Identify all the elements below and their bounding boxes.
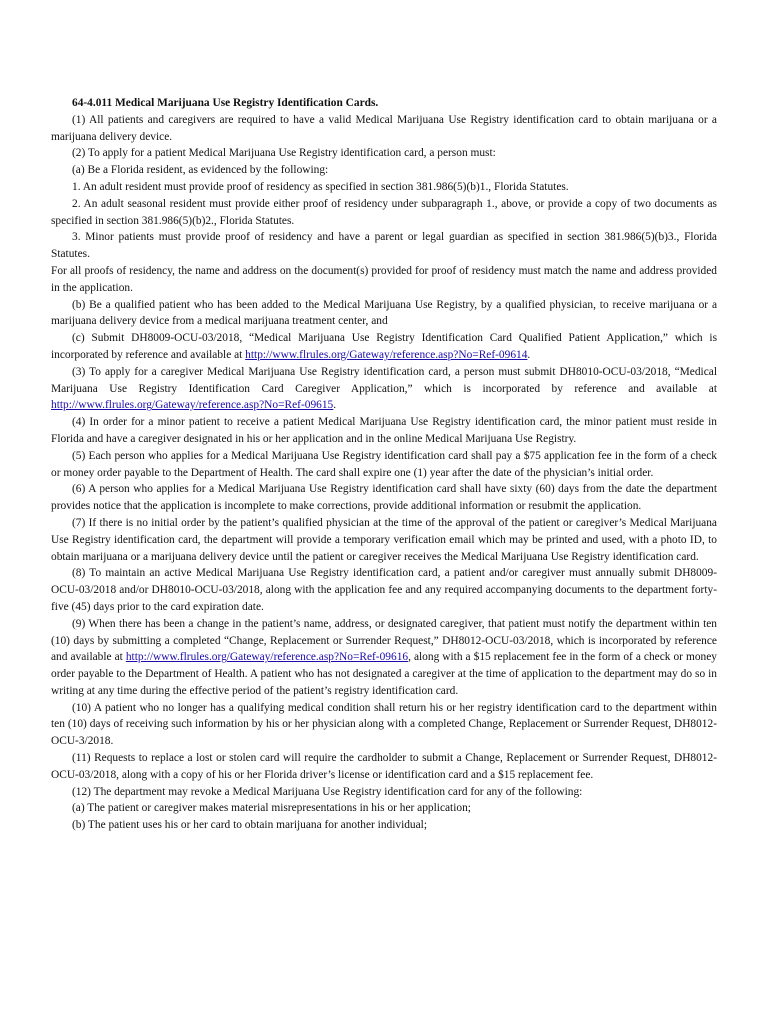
paragraph-9 xyxy=(51,616,717,700)
paragraph-3-end: . xyxy=(333,399,337,412)
paragraph-11: (11) Requests to replace a lost or stolen card will require the cardholder to submit a Change, Replacement or Surrender Request, DH8012-OCU-03/2018, along with a copy of his or her Florida driver’s license or identification card and a $15 replacement fee. xyxy=(51,752,717,781)
paragraph-2a-3: 3. Minor patients must provide proof of residency and have a parent or legal guardian as specified in section 381.986(5)(b)3., Florida Statutes. xyxy=(51,231,717,261)
paragraph-1: (1) All patients and caregivers are required to have a valid Medical Marijuana Use Registry identification card to obtain marijuana or a marijuana delivery device. xyxy=(51,113,717,143)
paragraph-2a-2: 2. An adult seasonal resident must provide either proof of residency under subparagraph 1., above, or provide a copy of two documents as specified in section 381.986(5)(b)2., Florida Statutes. xyxy=(51,197,717,227)
paragraph-2-residency-note: For all proofs of residency, the name and address on the document(s) provided for proof of residency must match the name and address provided in the application. xyxy=(51,264,717,294)
paragraph-2a-1: 1. An adult resident must provide proof of residency as specified in section 381.986(5)(b)1., Florida Statutes. xyxy=(72,180,569,193)
paragraph-2c xyxy=(51,330,717,364)
paragraph-8: (8) To maintain an active Medical Marijuana Use Registry identification card, a patient and/or caregiver must annually submit DH8009-OCU-03/2018 and/or DH8010-OCU-03/2018, along with the application fee and any required accompanying documents to the department forty-five (45) days prior to the card expiration date. xyxy=(51,567,717,613)
rule-title: 64-4.011 Medical Marijuana Use Registry Identification Cards. xyxy=(72,97,379,109)
paragraph-2: (2) To apply for a patient Medical Marijuana Use Registry identification card, a person must: xyxy=(72,147,496,160)
paragraph-7: (7) If there is no initial order by the patient’s qualified physician at the time of the approval of the patient or caregiver’s Medical Marijuana Use Registry identification card, the department will provide a temporary verification email which may be printed and used, with a photo ID, to obtain marijuana or a marijuana delivery device until the patient or caregiver receives the Medical Marijuana Use Registry identification card. xyxy=(51,516,717,563)
paragraph-2c-text: (c) Submit DH8009-OCU-03/2018, “Medical Marijuana Use Registry Identification Card Qualified Patient Application,” which is incorporated by reference and available at xyxy=(51,332,717,361)
reference-link-09616[interactable]: http://www.flrules.org/Gateway/reference.asp?No=Ref-09616 xyxy=(125,651,409,664)
reference-link-09615[interactable]: http://www.flrules.org/Gateway/reference.asp?No=Ref-09615 xyxy=(51,399,334,412)
paragraph-12: (12) The department may revoke a Medical Marijuana Use Registry identification card for any of the following: xyxy=(72,785,583,798)
paragraph-6: (6) A person who applies for a Medical Marijuana Use Registry identification card shall have sixty (60) days from the date the department provides notice that the application is incomplete to make corrections, provide additional information or resubmit the application. xyxy=(51,483,717,513)
paragraph-9-rest: , along with a $15 replacement fee in the form of a check or money order payable to the Department of Health. A patient who has not designated a caregiver at the time of application to the department may do so in writing at any time during the effective period of the patient’s registry identification card. xyxy=(51,651,717,697)
paragraph-9-text: (9) When there has been a change in the patient’s name, address, or designated caregiver, that patient must notify the department within ten (10) days by submitting a completed “Change, Replacement or Surrender Request,” DH8012-OCU-03/2018, which is incorporated by reference and available at xyxy=(51,617,717,664)
paragraph-4: (4) In order for a minor patient to receive a patient Medical Marijuana Use Registry identification card, the minor patient must reside in Florida and have a caregiver designated in his or her application and in the online Medical Marijuana Use Registry. xyxy=(51,416,717,445)
paragraph-5: (5) Each person who applies for a Medical Marijuana Use Registry identification card shall pay a $75 application fee in the form of a check or money order payable to the Department of Health. The card shall expire one (1) year after the date of the physician’s initial order. xyxy=(51,449,717,479)
paragraph-2a: (a) Be a Florida resident, as evidenced by the following: xyxy=(72,164,329,177)
paragraph-2b: (b) Be a qualified patient who has been added to the Medical Marijuana Use Registry, by a qualified physician, to receive marijuana or a marijuana delivery device from a medical marijuana treatment center, and xyxy=(51,298,717,328)
document-page xyxy=(51,95,717,834)
paragraph-12a: (a) The patient or caregiver makes material misrepresentations in his or her application; xyxy=(72,802,471,815)
paragraph-2c-end: . xyxy=(527,348,531,361)
reference-link-09614[interactable]: http://www.flrules.org/Gateway/reference.asp?No=Ref-09614 xyxy=(245,348,528,361)
paragraph-10: (10) A patient who no longer has a qualifying medical condition shall return his or her registry identification card to the department within ten (10) days of receiving such information by his or her physician along with a completed Change, Replacement or Surrender Request, DH8012-OCU-3/2018. xyxy=(51,701,717,748)
paragraph-12b: (b) The patient uses his or her card to obtain marijuana for another individual; xyxy=(72,819,428,832)
paragraph-3-text: (3) To apply for a caregiver Medical Marijuana Use Registry identification card, a person must submit DH8010-OCU-03/2018, “Medical Marijuana Use Registry Identification Card Caregiver Application,” which is incorporated by reference and available at xyxy=(51,365,717,395)
paragraph-3 xyxy=(51,364,717,414)
